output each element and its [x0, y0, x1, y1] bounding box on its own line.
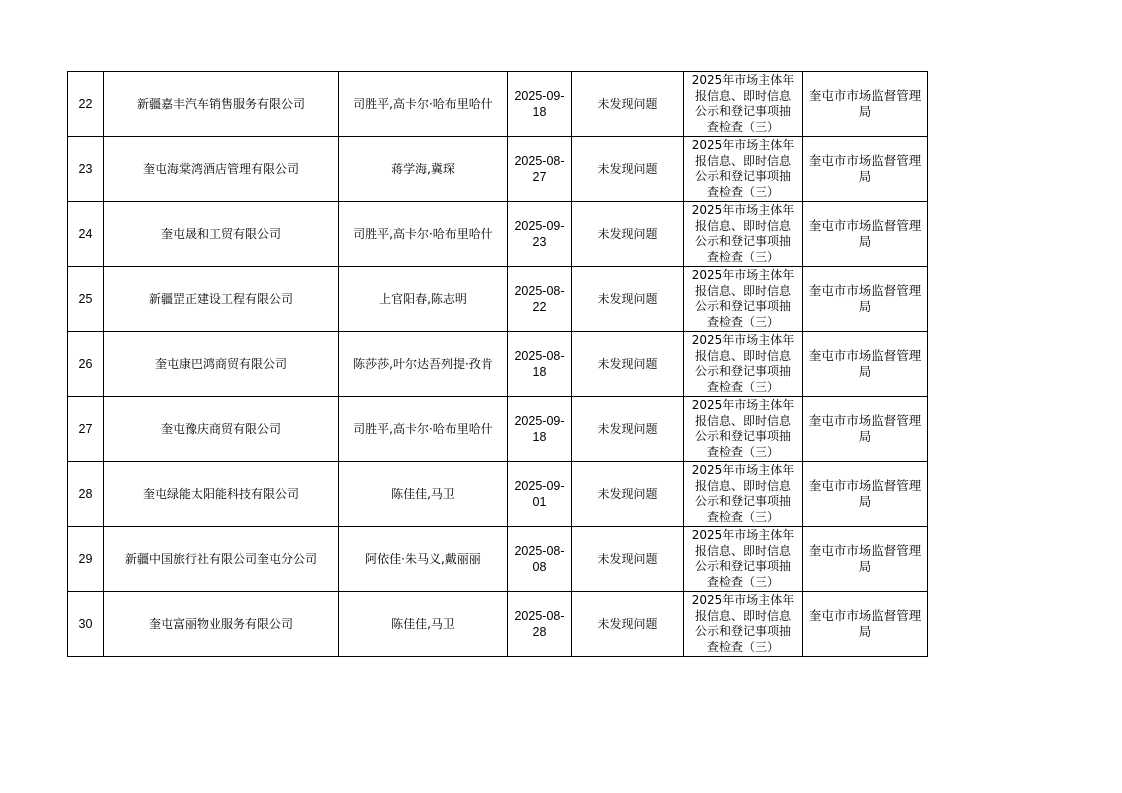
project-line: 2025年市场主体年 [691, 528, 795, 542]
date-line: 27 [532, 170, 547, 184]
row-number-cell: 23 [68, 137, 104, 202]
project-line: 公示和登记事项抽 [694, 624, 791, 638]
inspection-project-cell [684, 527, 803, 592]
inspection-project-cell [684, 267, 803, 332]
project-line: 公示和登记事项抽 [694, 559, 791, 573]
inspection-date-cell [508, 72, 572, 137]
authority-line: 奎屯市市场监督管理 [808, 478, 922, 493]
inspecting-authority-cell [803, 592, 928, 657]
inspection-date-cell [508, 462, 572, 527]
project-line: 报信息、即时信息 [694, 348, 791, 363]
date-line: 23 [532, 235, 547, 249]
company-name-cell: 奎屯海棠湾酒店管理有限公司 [104, 137, 339, 202]
table-row [68, 332, 928, 397]
project-line: 公示和登记事项抽 [694, 169, 791, 183]
authority-line: 奎屯市市场监督管理 [808, 348, 922, 363]
table-row [68, 137, 928, 202]
project-line: 查检查（三） [706, 184, 779, 199]
inspection-project-cell [684, 462, 803, 527]
inspection-project-cell [684, 137, 803, 202]
project-line: 2025年市场主体年 [691, 138, 795, 152]
result-cell: 未发现问题 [572, 592, 684, 657]
row-number-cell: 30 [68, 592, 104, 657]
inspection-project-cell [684, 72, 803, 137]
project-line: 报信息、即时信息 [694, 88, 791, 103]
authority-line: 局 [858, 169, 872, 184]
inspection-project-cell [684, 202, 803, 267]
company-name-cell: 奎屯豫庆商贸有限公司 [104, 397, 339, 462]
result-cell: 未发现问题 [572, 332, 684, 397]
authority-line: 奎屯市市场监督管理 [808, 88, 922, 103]
inspecting-authority-cell [803, 72, 928, 137]
project-line: 2025年市场主体年 [691, 268, 795, 282]
inspection-date-cell [508, 137, 572, 202]
authority-line: 局 [858, 624, 872, 639]
date-line: 2025-08- [514, 284, 565, 298]
project-line: 查检查（三） [706, 249, 779, 264]
authority-line: 局 [858, 494, 872, 509]
inspection-project-cell [684, 397, 803, 462]
inspecting-authority-cell [803, 202, 928, 267]
project-line: 报信息、即时信息 [694, 543, 791, 558]
inspecting-authority-cell [803, 267, 928, 332]
project-line: 公示和登记事项抽 [694, 234, 791, 248]
date-line: 2025-08- [514, 154, 565, 168]
project-line: 查检查（三） [706, 509, 779, 524]
authority-line: 局 [858, 429, 872, 444]
row-number-cell: 24 [68, 202, 104, 267]
inspectors-cell: 司胜平,高卡尔·哈布里哈什 [339, 202, 508, 267]
row-number-cell: 28 [68, 462, 104, 527]
row-number-cell: 25 [68, 267, 104, 332]
date-line: 01 [532, 495, 547, 509]
inspectors-cell: 阿依佳·朱马义,戴丽丽 [339, 527, 508, 592]
inspectors-cell: 司胜平,高卡尔·哈布里哈什 [339, 397, 508, 462]
inspecting-authority-cell [803, 462, 928, 527]
date-line: 22 [532, 300, 547, 314]
date-line: 18 [532, 365, 547, 379]
project-line: 报信息、即时信息 [694, 218, 791, 233]
project-line: 2025年市场主体年 [691, 463, 795, 477]
project-line: 报信息、即时信息 [694, 283, 791, 298]
inspectors-cell: 陈佳佳,马卫 [339, 592, 508, 657]
inspection-project-cell [684, 332, 803, 397]
authority-line: 局 [858, 559, 872, 574]
project-line: 2025年市场主体年 [691, 333, 795, 347]
table-row [68, 72, 928, 137]
project-line: 公示和登记事项抽 [694, 429, 791, 443]
row-number-cell: 27 [68, 397, 104, 462]
authority-line: 奎屯市市场监督管理 [808, 413, 922, 428]
inspection-date-cell [508, 332, 572, 397]
inspection-date-cell [508, 592, 572, 657]
authority-line: 奎屯市市场监督管理 [808, 283, 922, 298]
date-line: 08 [532, 560, 547, 574]
row-number-cell: 22 [68, 72, 104, 137]
company-name-cell: 新疆中国旅行社有限公司奎屯分公司 [104, 527, 339, 592]
table-row [68, 527, 928, 592]
authority-line: 局 [858, 299, 872, 314]
project-line: 查检查（三） [706, 444, 779, 459]
project-line: 查检查（三） [706, 314, 779, 329]
company-name-cell: 奎屯康巴鸿商贸有限公司 [104, 332, 339, 397]
inspection-project-cell [684, 592, 803, 657]
project-line: 查检查（三） [706, 379, 779, 394]
project-line: 2025年市场主体年 [691, 73, 795, 87]
inspecting-authority-cell [803, 332, 928, 397]
result-cell: 未发现问题 [572, 462, 684, 527]
date-line: 18 [532, 430, 547, 444]
table-row [68, 462, 928, 527]
project-line: 报信息、即时信息 [694, 413, 791, 428]
project-line: 报信息、即时信息 [694, 608, 791, 623]
inspectors-cell: 上官阳春,陈志明 [339, 267, 508, 332]
company-name-cell: 奎屯晟和工贸有限公司 [104, 202, 339, 267]
authority-line: 局 [858, 234, 872, 249]
row-number-cell: 29 [68, 527, 104, 592]
row-number-cell: 26 [68, 332, 104, 397]
authority-line: 奎屯市市场监督管理 [808, 218, 922, 233]
table-row [68, 592, 928, 657]
authority-line: 局 [858, 104, 872, 119]
date-line: 2025-08- [514, 544, 565, 558]
company-name-cell: 奎屯富丽物业服务有限公司 [104, 592, 339, 657]
authority-line: 局 [858, 364, 872, 379]
inspection-date-cell [508, 267, 572, 332]
project-line: 公示和登记事项抽 [694, 364, 791, 378]
result-cell: 未发现问题 [572, 137, 684, 202]
result-cell: 未发现问题 [572, 527, 684, 592]
date-line: 2025-09- [514, 219, 565, 233]
project-line: 2025年市场主体年 [691, 593, 795, 607]
inspecting-authority-cell [803, 397, 928, 462]
date-line: 2025-08- [514, 349, 565, 363]
project-line: 公示和登记事项抽 [694, 104, 791, 118]
company-name-cell: 新疆嘉丰汽车销售服务有限公司 [104, 72, 339, 137]
authority-line: 奎屯市市场监督管理 [808, 543, 922, 558]
inspectors-cell: 陈佳佳,马卫 [339, 462, 508, 527]
table-body [68, 72, 928, 657]
inspection-date-cell [508, 397, 572, 462]
date-line: 18 [532, 105, 547, 119]
company-name-cell: 奎屯绿能太阳能科技有限公司 [104, 462, 339, 527]
date-line: 28 [532, 625, 547, 639]
date-line: 2025-08- [514, 609, 565, 623]
inspection-results-table [67, 71, 928, 657]
inspecting-authority-cell [803, 137, 928, 202]
inspectors-cell: 司胜平,高卡尔·哈布里哈什 [339, 72, 508, 137]
project-line: 查检查（三） [706, 574, 779, 589]
date-line: 2025-09- [514, 414, 565, 428]
result-cell: 未发现问题 [572, 202, 684, 267]
inspectors-cell: 蒋学海,冀琛 [339, 137, 508, 202]
table-row [68, 397, 928, 462]
inspection-date-cell [508, 527, 572, 592]
project-line: 查检查（三） [706, 119, 779, 134]
result-cell: 未发现问题 [572, 267, 684, 332]
table-row [68, 202, 928, 267]
project-line: 报信息、即时信息 [694, 478, 791, 493]
table-row [68, 267, 928, 332]
project-line: 报信息、即时信息 [694, 153, 791, 168]
project-line: 2025年市场主体年 [691, 203, 795, 217]
authority-line: 奎屯市市场监督管理 [808, 608, 922, 623]
project-line: 公示和登记事项抽 [694, 299, 791, 313]
project-line: 查检查（三） [706, 639, 779, 654]
inspecting-authority-cell [803, 527, 928, 592]
project-line: 2025年市场主体年 [691, 398, 795, 412]
project-line: 公示和登记事项抽 [694, 494, 791, 508]
date-line: 2025-09- [514, 89, 565, 103]
company-name-cell: 新疆罡正建设工程有限公司 [104, 267, 339, 332]
result-cell: 未发现问题 [572, 397, 684, 462]
inspection-date-cell [508, 202, 572, 267]
date-line: 2025-09- [514, 479, 565, 493]
result-cell: 未发现问题 [572, 72, 684, 137]
authority-line: 奎屯市市场监督管理 [808, 153, 922, 168]
inspectors-cell: 陈莎莎,叶尔达吾列提·孜肯 [339, 332, 508, 397]
